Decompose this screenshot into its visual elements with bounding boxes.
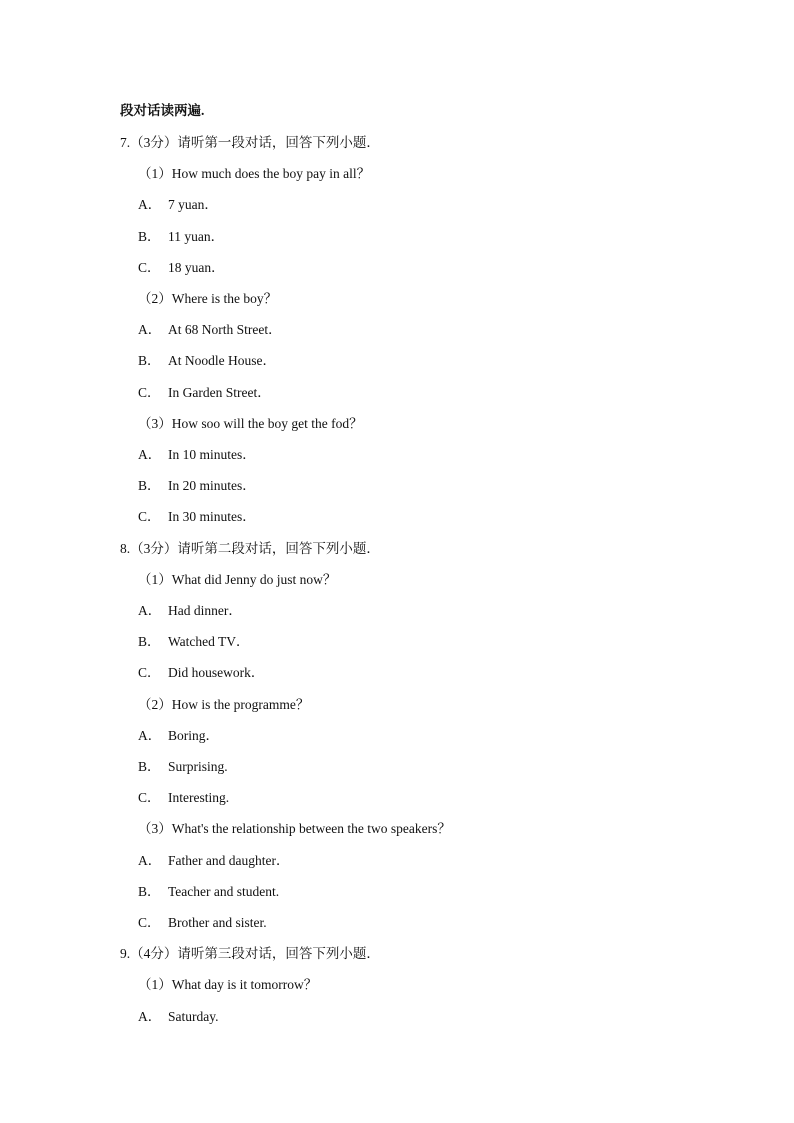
- option-text: In 10 minutes．: [168, 447, 256, 462]
- question-7-3-option-c: [138, 508, 256, 526]
- option-letter: C．: [138, 260, 161, 275]
- question-8-2-option-b: [138, 758, 228, 776]
- option-letter: A．: [138, 728, 162, 743]
- question-8-title: 8.（3分）请听第二段对话，回答下列小题．: [120, 541, 380, 556]
- section-intro: 段对话读两遍.: [120, 103, 205, 118]
- question-7-sub-1: （1）How much does the boy pay in all？: [138, 166, 371, 181]
- question-7-3-option-a: [138, 446, 256, 464]
- option-letter: A．: [138, 603, 162, 618]
- option-text: Saturday.: [168, 1009, 219, 1024]
- option-letter: B．: [138, 353, 161, 368]
- question-9-1-option-a: [138, 1008, 219, 1026]
- option-letter: C．: [138, 790, 161, 805]
- option-letter: A．: [138, 853, 162, 868]
- question-7-2-option-c: [138, 384, 271, 402]
- option-letter: A．: [138, 447, 162, 462]
- question-7-1-option-c: [138, 259, 225, 277]
- option-letter: B．: [138, 229, 161, 244]
- option-letter: C．: [138, 915, 161, 930]
- question-9-sub-1: （1）What day is it tomorrow？: [138, 977, 318, 992]
- option-text: In 20 minutes．: [168, 478, 256, 493]
- option-text: 7 yuan．: [168, 197, 218, 212]
- question-7-sub-2: （2）Where is the boy？: [138, 291, 278, 306]
- option-text: Brother and sister.: [168, 915, 267, 930]
- option-text: Boring．: [168, 728, 220, 743]
- option-text: 18 yuan．: [168, 260, 225, 275]
- question-8-3-option-a: [138, 852, 289, 870]
- question-8-sub-2: （2）How is the programme？: [138, 697, 310, 712]
- question-7-3-option-b: [138, 477, 256, 495]
- option-letter: B．: [138, 478, 161, 493]
- question-7-1-option-b: [138, 228, 224, 246]
- option-text: Did housework．: [168, 665, 265, 680]
- question-8-2-option-a: [138, 727, 219, 745]
- option-letter: B．: [138, 884, 161, 899]
- option-text: In 30 minutes．: [168, 509, 256, 524]
- question-8-3-option-c: [138, 914, 267, 932]
- question-8-1-option-b: [138, 633, 250, 651]
- question-7-2-option-b: [138, 352, 276, 370]
- option-text: Surprising.: [168, 759, 228, 774]
- option-letter: C．: [138, 509, 161, 524]
- option-letter: B．: [138, 634, 161, 649]
- question-8-1-option-c: [138, 664, 264, 682]
- option-text: Interesting.: [168, 790, 230, 805]
- question-7-2-option-a: [138, 321, 282, 339]
- option-text: 11 yuan．: [168, 229, 225, 244]
- option-text: At 68 North Street．: [168, 322, 282, 337]
- option-text: In Garden Street．: [168, 385, 271, 400]
- option-text: Father and daughter．: [168, 853, 290, 868]
- question-8-1-option-a: [138, 602, 242, 620]
- option-letter: C．: [138, 665, 161, 680]
- option-text: Had dinner．: [168, 603, 242, 618]
- question-7-title: 7.（3分）请听第一段对话，回答下列小题．: [120, 135, 380, 150]
- question-9-title: 9.（4分）请听第三段对话，回答下列小题．: [120, 946, 380, 961]
- question-8-sub-3: （3）What's the relationship between the two speakers？: [138, 821, 451, 836]
- option-letter: A．: [138, 1009, 162, 1024]
- question-8-2-option-c: [138, 789, 229, 807]
- option-text: Watched TV．: [168, 634, 250, 649]
- question-8-3-option-b: [138, 883, 279, 901]
- question-8-sub-1: （1）What did Jenny do just now？: [138, 572, 337, 587]
- question-7-sub-3: （3）How soo will the boy get the fod？: [138, 416, 363, 431]
- option-letter: C．: [138, 385, 161, 400]
- question-7-1-option-a: [138, 196, 218, 214]
- option-letter: B．: [138, 759, 161, 774]
- option-text: At Noodle House．: [168, 353, 276, 368]
- option-letter: A．: [138, 197, 162, 212]
- option-text: Teacher and student.: [168, 884, 280, 899]
- option-letter: A．: [138, 322, 162, 337]
